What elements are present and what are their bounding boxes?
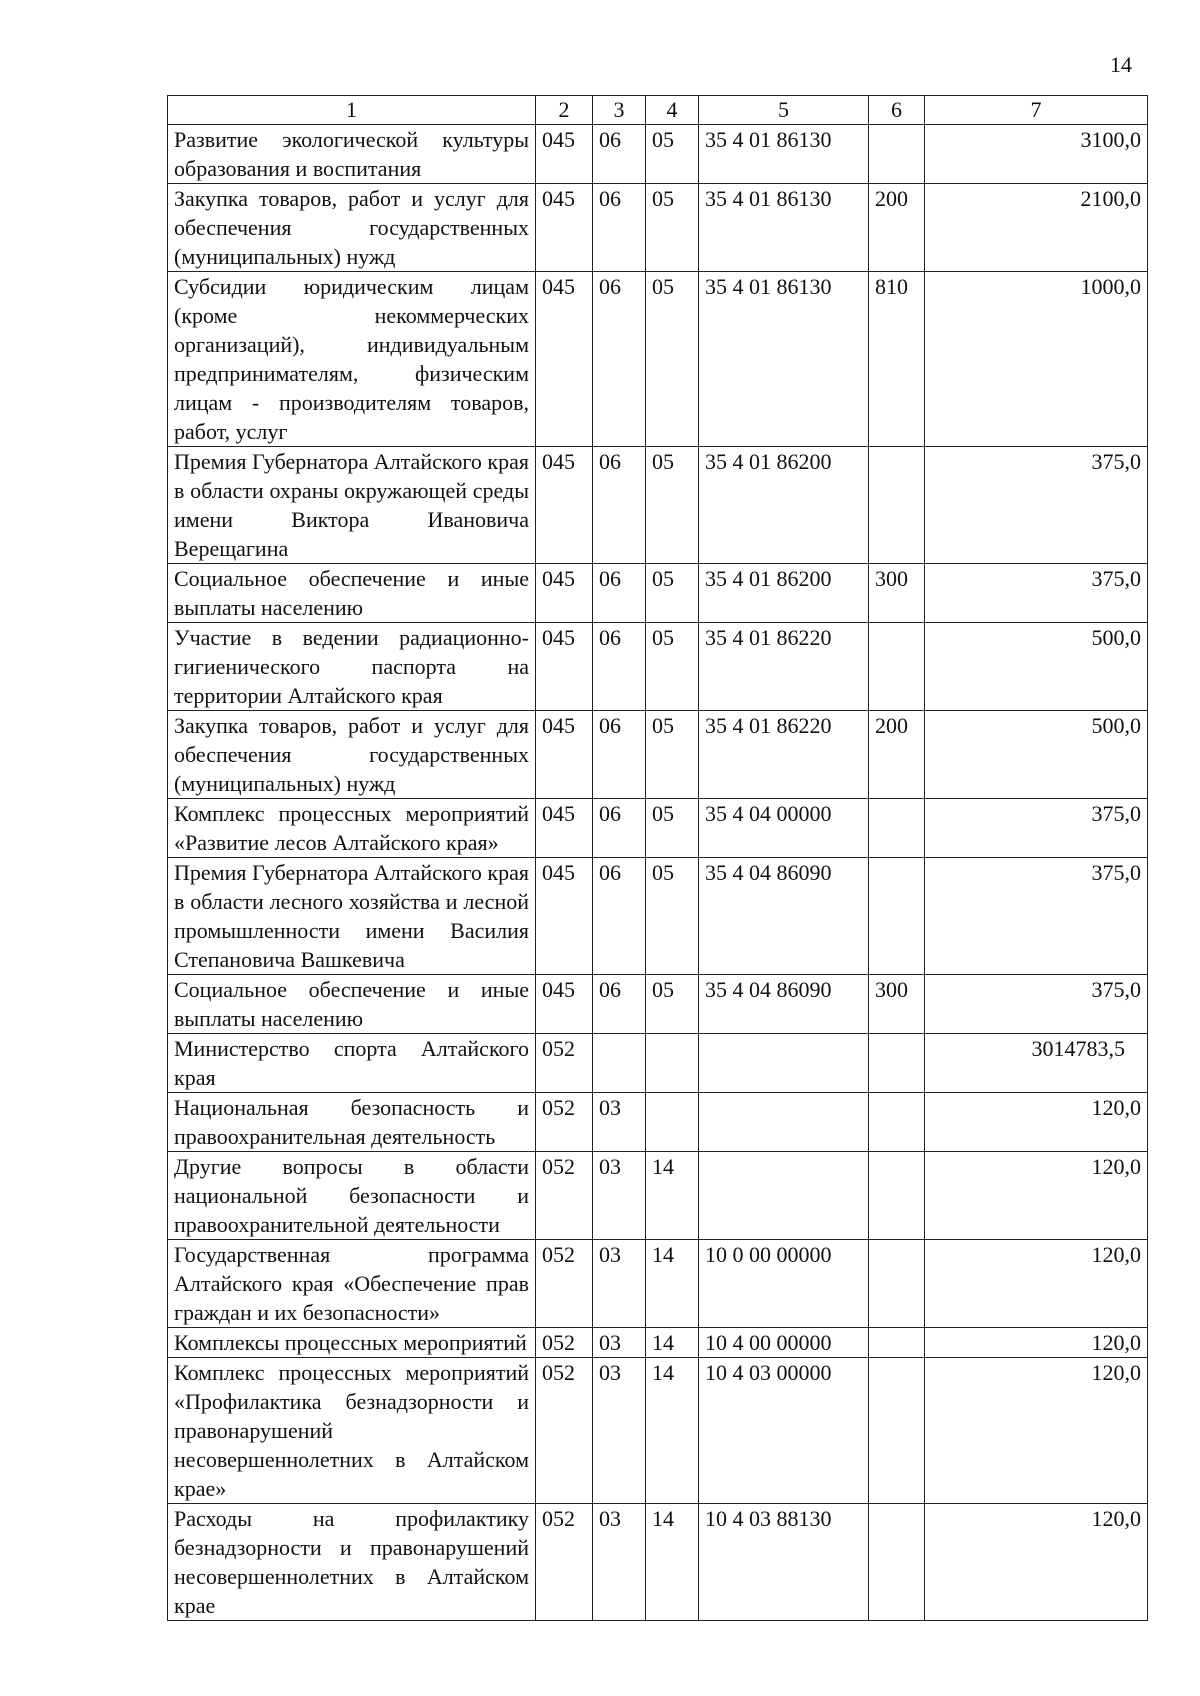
subsection-code: 05 — [646, 184, 699, 272]
table-row — [168, 1034, 1148, 1093]
target-article-code: 10 4 03 00000 — [699, 1358, 869, 1504]
section-code: 06 — [593, 564, 646, 623]
row-name: Министерство спорта Алтайского края — [168, 1034, 536, 1093]
table-row — [168, 623, 1148, 711]
target-article-code: 35 4 01 86130 — [699, 272, 869, 447]
ministry-code: 045 — [536, 858, 593, 975]
subsection-code: 05 — [646, 564, 699, 623]
target-article-code: 35 4 01 86130 — [699, 125, 869, 184]
ministry-code: 045 — [536, 623, 593, 711]
section-code: 06 — [593, 125, 646, 184]
ministry-code: 052 — [536, 1358, 593, 1504]
target-article-code — [699, 1034, 869, 1093]
row-name: Закупка товаров, работ и услуг для обеспечения государственных (муниципальных) нужд — [168, 184, 536, 272]
row-name: Премия Губернатора Алтайского края в области охраны окружающей среды имени Виктора Ивановича Верещагина — [168, 447, 536, 564]
row-name: Комплексы процессных мероприятий — [168, 1328, 536, 1358]
amount: 120,0 — [925, 1093, 1148, 1152]
ministry-code: 052 — [536, 1034, 593, 1093]
target-article-code: 35 4 01 86220 — [699, 623, 869, 711]
expense-type-code: 200 — [869, 184, 925, 272]
column-header: 2 — [536, 96, 593, 125]
row-name: Премия Губернатора Алтайского края в области лесного хозяйства и лесной промышленности имени Василия Степановича Вашкевича — [168, 858, 536, 975]
expense-type-code — [869, 1504, 925, 1621]
ministry-code: 045 — [536, 125, 593, 184]
expense-type-code: 810 — [869, 272, 925, 447]
section-code: 03 — [593, 1093, 646, 1152]
column-header: 7 — [925, 96, 1148, 125]
subsection-code: 14 — [646, 1240, 699, 1328]
row-name: Комплекс процессных мероприятий «Профилактика безнадзорности и правонарушений несовершеннолетних в Алтайском крае» — [168, 1358, 536, 1504]
target-article-code — [699, 1152, 869, 1240]
row-name: Развитие экологической культуры образования и воспитания — [168, 125, 536, 184]
amount: 1000,0 — [925, 272, 1148, 447]
amount: 375,0 — [925, 858, 1148, 975]
target-article-code: 10 4 00 00000 — [699, 1328, 869, 1358]
subsection-code: 05 — [646, 975, 699, 1034]
subsection-code — [646, 1034, 699, 1093]
target-article-code: 35 4 04 00000 — [699, 799, 869, 858]
expense-type-code — [869, 799, 925, 858]
section-code: 06 — [593, 447, 646, 564]
subsection-code: 05 — [646, 125, 699, 184]
column-header: 5 — [699, 96, 869, 125]
row-name: Закупка товаров, работ и услуг для обеспечения государственных (муниципальных) нужд — [168, 711, 536, 799]
subsection-code: 05 — [646, 623, 699, 711]
table-row — [168, 1240, 1148, 1328]
section-code: 06 — [593, 184, 646, 272]
subsection-code: 05 — [646, 711, 699, 799]
ministry-code: 045 — [536, 272, 593, 447]
table-row — [168, 799, 1148, 858]
subsection-code — [646, 1093, 699, 1152]
amount: 2100,0 — [925, 184, 1148, 272]
column-header: 4 — [646, 96, 699, 125]
ministry-code: 052 — [536, 1093, 593, 1152]
table-row — [168, 1504, 1148, 1621]
table-row — [168, 272, 1148, 447]
table-row — [168, 858, 1148, 975]
row-name: Государственная программа Алтайского края «Обеспечение прав граждан и их безопасности» — [168, 1240, 536, 1328]
subsection-code: 14 — [646, 1328, 699, 1358]
amount: 120,0 — [925, 1240, 1148, 1328]
target-article-code: 35 4 04 86090 — [699, 858, 869, 975]
amount: 500,0 — [925, 711, 1148, 799]
row-name: Национальная безопасность и правоохранительная деятельность — [168, 1093, 536, 1152]
section-code: 06 — [593, 799, 646, 858]
amount: 375,0 — [925, 564, 1148, 623]
section-code: 03 — [593, 1504, 646, 1621]
subsection-code: 05 — [646, 272, 699, 447]
expense-type-code — [869, 1034, 925, 1093]
amount: 375,0 — [925, 447, 1148, 564]
section-code: 03 — [593, 1152, 646, 1240]
ministry-code: 052 — [536, 1152, 593, 1240]
target-article-code: 35 4 01 86220 — [699, 711, 869, 799]
subsection-code: 05 — [646, 858, 699, 975]
expense-type-code — [869, 1358, 925, 1504]
column-header: 3 — [593, 96, 646, 125]
row-name: Участие в ведении радиационно-гигиенического паспорта на территории Алтайского края — [168, 623, 536, 711]
amount: 120,0 — [925, 1328, 1148, 1358]
section-code: 06 — [593, 272, 646, 447]
expense-type-code — [869, 1240, 925, 1328]
expense-type-code: 200 — [869, 711, 925, 799]
row-name: Другие вопросы в области национальной безопасности и правоохранительной деятельности — [168, 1152, 536, 1240]
amount: 120,0 — [925, 1358, 1148, 1504]
expense-type-code — [869, 623, 925, 711]
budget-table — [167, 95, 1148, 1621]
table-row — [168, 1358, 1148, 1504]
ministry-code: 045 — [536, 711, 593, 799]
header-row — [168, 96, 1148, 125]
target-article-code: 10 0 00 00000 — [699, 1240, 869, 1328]
expense-type-code — [869, 447, 925, 564]
column-header: 6 — [869, 96, 925, 125]
target-article-code: 35 4 01 86130 — [699, 184, 869, 272]
section-code: 06 — [593, 711, 646, 799]
ministry-code: 045 — [536, 975, 593, 1034]
subsection-code: 14 — [646, 1358, 699, 1504]
section-code: 06 — [593, 623, 646, 711]
expense-type-code: 300 — [869, 564, 925, 623]
ministry-code: 045 — [536, 564, 593, 623]
amount: 500,0 — [925, 623, 1148, 711]
expense-type-code — [869, 858, 925, 975]
expense-type-code: 300 — [869, 975, 925, 1034]
section-code: 03 — [593, 1358, 646, 1504]
table-row — [168, 1328, 1148, 1358]
subsection-code: 14 — [646, 1504, 699, 1621]
target-article-code — [699, 1093, 869, 1152]
target-article-code: 35 4 01 86200 — [699, 564, 869, 623]
table-row — [168, 564, 1148, 623]
table-row — [168, 975, 1148, 1034]
target-article-code: 10 4 03 88130 — [699, 1504, 869, 1621]
column-header: 1 — [168, 96, 536, 125]
table-row — [168, 711, 1148, 799]
section-code: 03 — [593, 1328, 646, 1358]
row-name: Комплекс процессных мероприятий «Развитие лесов Алтайского края» — [168, 799, 536, 858]
target-article-code: 35 4 01 86200 — [699, 447, 869, 564]
table-row — [168, 447, 1148, 564]
subsection-code: 05 — [646, 447, 699, 564]
page-number: 14 — [1110, 52, 1132, 77]
section-code: 03 — [593, 1240, 646, 1328]
expense-type-code — [869, 1152, 925, 1240]
amount: 120,0 — [925, 1504, 1148, 1621]
amount: 375,0 — [925, 799, 1148, 858]
row-name: Субсидии юридическим лицам (кроме некоммерческих организаций), индивидуальным предпринимателям, физическим лицам - производителям товаров, работ, услуг — [168, 272, 536, 447]
amount: 120,0 — [925, 1152, 1148, 1240]
table-row — [168, 1152, 1148, 1240]
row-name: Расходы на профилактику безнадзорности и правонарушений несовершеннолетних в Алтайском крае — [168, 1504, 536, 1621]
subsection-code: 14 — [646, 1152, 699, 1240]
row-name: Социальное обеспечение и иные выплаты населению — [168, 564, 536, 623]
row-name: Социальное обеспечение и иные выплаты населению — [168, 975, 536, 1034]
target-article-code: 35 4 04 86090 — [699, 975, 869, 1034]
ministry-code: 052 — [536, 1504, 593, 1621]
amount: 375,0 — [925, 975, 1148, 1034]
section-code: 06 — [593, 975, 646, 1034]
expense-type-code — [869, 125, 925, 184]
amount: 3014783,5 — [925, 1034, 1148, 1093]
table-row — [168, 1093, 1148, 1152]
ministry-code: 045 — [536, 799, 593, 858]
expense-type-code — [869, 1093, 925, 1152]
ministry-code: 045 — [536, 184, 593, 272]
ministry-code: 052 — [536, 1328, 593, 1358]
expense-type-code — [869, 1328, 925, 1358]
table-row — [168, 125, 1148, 184]
section-code: 06 — [593, 858, 646, 975]
table-row — [168, 184, 1148, 272]
amount: 3100,0 — [925, 125, 1148, 184]
ministry-code: 052 — [536, 1240, 593, 1328]
section-code — [593, 1034, 646, 1093]
subsection-code: 05 — [646, 799, 699, 858]
ministry-code: 045 — [536, 447, 593, 564]
